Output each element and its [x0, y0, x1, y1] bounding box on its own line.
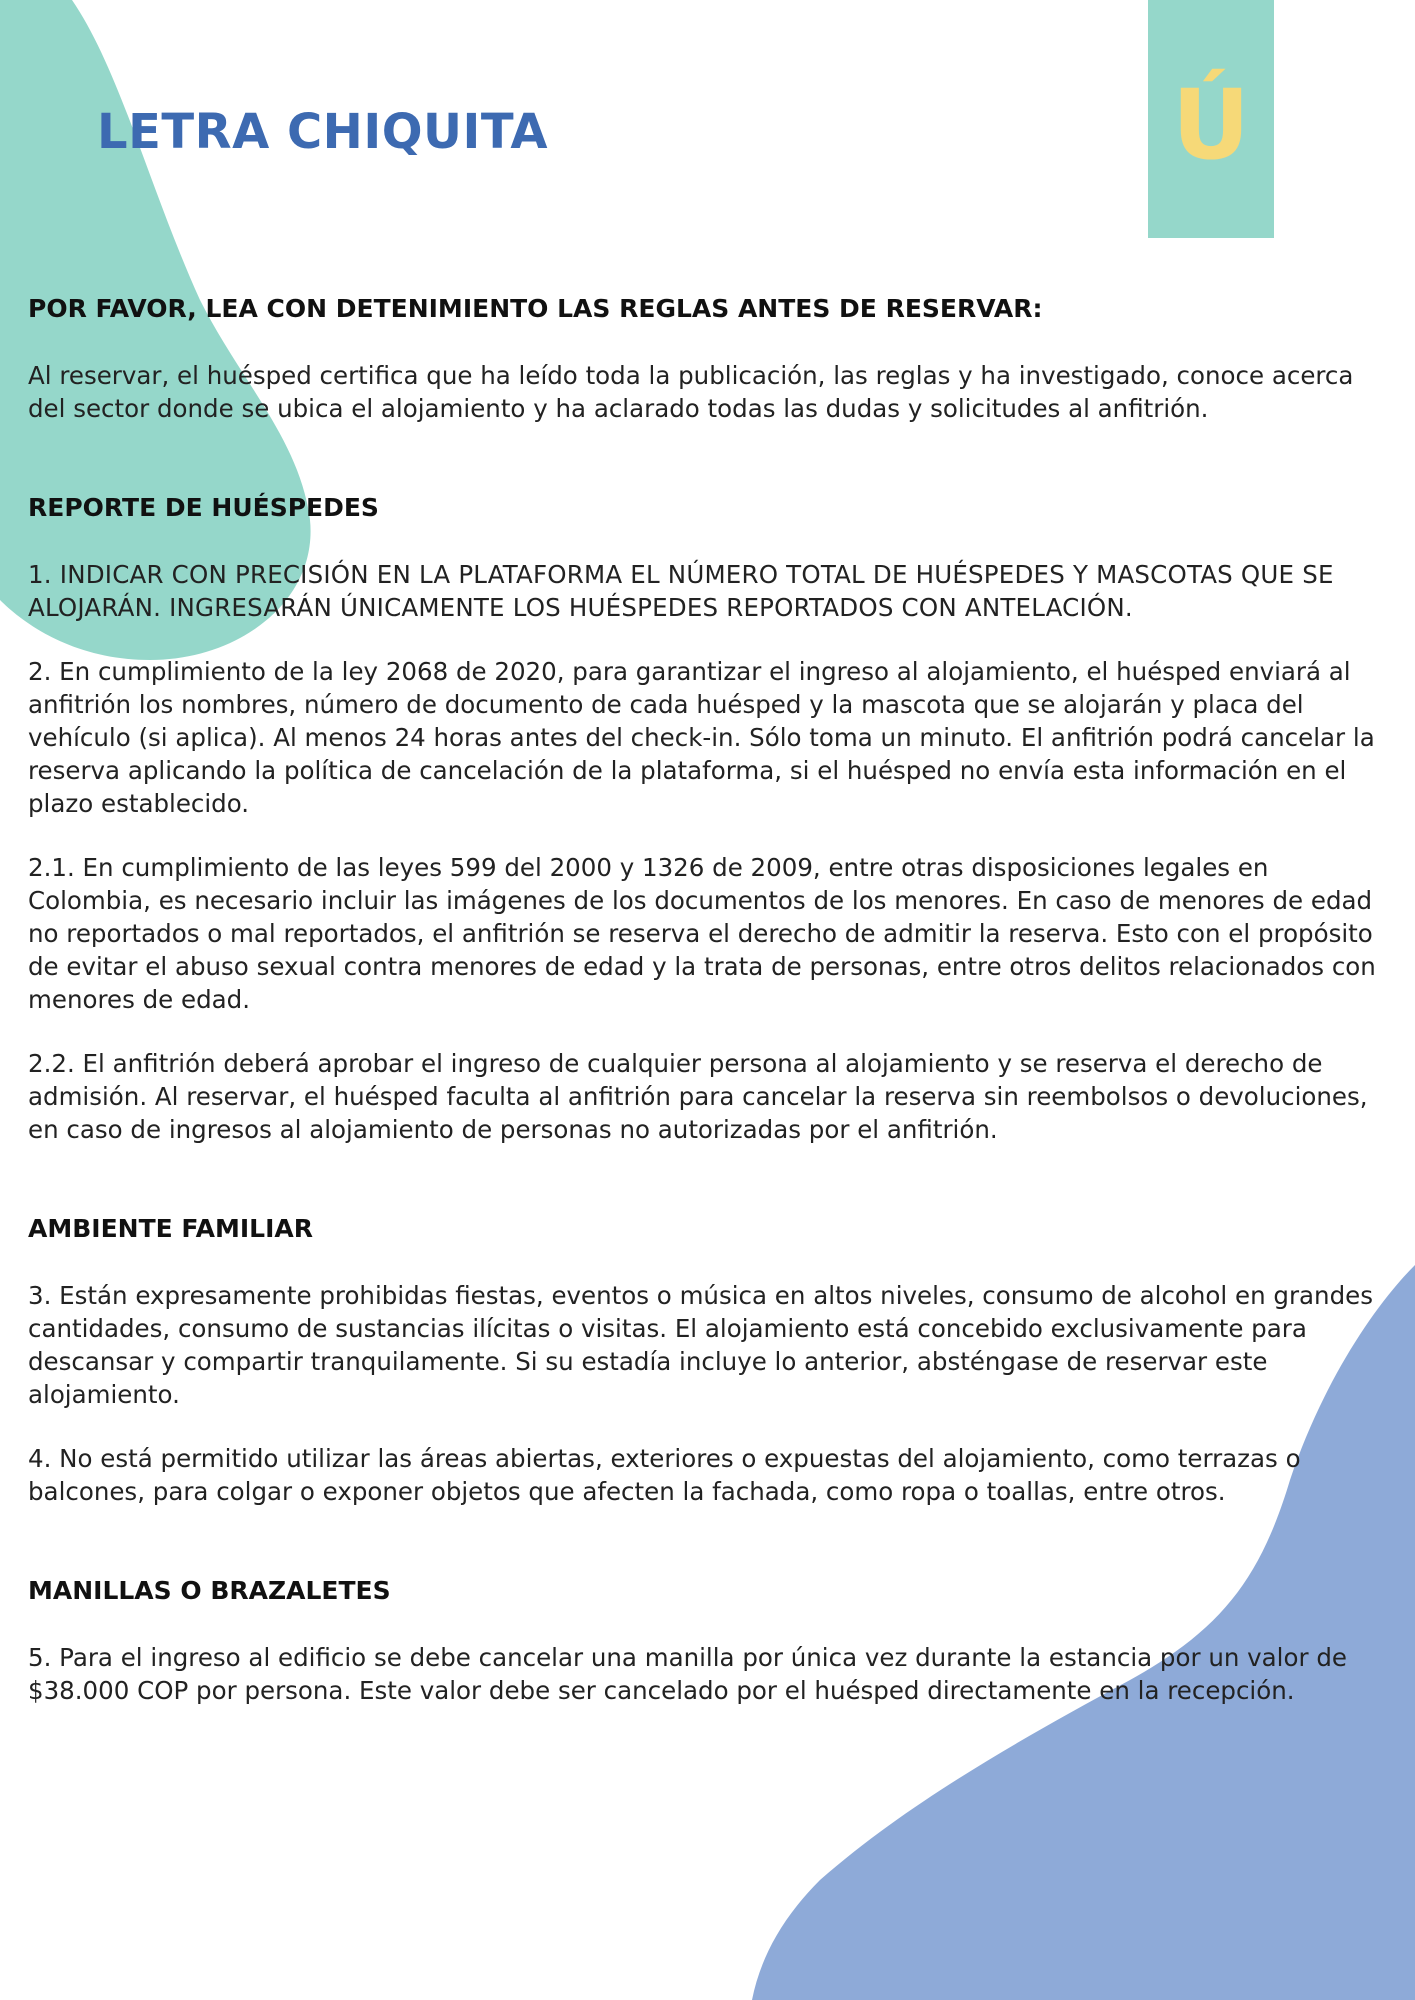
rules-content: [28, 292, 1383, 1707]
accent-tab: [1148, 0, 1274, 238]
intro-paragraph: Al reservar, el huésped certifica que ha leído toda la publicación, las reglas y ha investigado, conoce acerca del sector donde se ubica el alojamiento y ha aclarado todas las dudas y solicitudes al anfitrión.: [28, 361, 1354, 423]
accent-letter: Ú: [1172, 69, 1250, 181]
family-rule-3: 3. Están expresamente prohibidas fiestas, eventos o música en altos niveles, consumo de alcohol en grandes cantidades, consumo de sustancias ilícitas o visitas. El alojamiento está concebido exclusivamente para descansar y compartir tranquilamente. Si su estadía incluye lo anterior, absténgase de reservar este alojamiento.: [28, 1281, 1373, 1409]
guests-rule-1: 1. INDICAR CON PRECISIÓN EN LA PLATAFORMA EL NÚMERO TOTAL DE HUÉSPEDES Y MASCOTAS QUE SE ALOJARÁN. INGRESARÁN ÚNICAMENTE LOS HUÉSPEDES REPORTADOS CON ANTELACIÓN.: [28, 560, 1334, 622]
intro-heading: POR FAVOR, LEA CON DETENIMIENTO LAS REGLAS ANTES DE RESERVAR:: [28, 294, 1043, 323]
guests-rule-2-1: 2.1. En cumplimiento de las leyes 599 del 2000 y 1326 de 2009, entre otras disposiciones legales en Colombia, es necesario incluir las imágenes de los documentos de los menores. En caso de menores de edad no reportados o mal reportados, el anfitrión se reserva el derecho de admitir la reserva. Esto con el propósito de evitar el abuso sexual contra menores de edad y la trata de personas, entre otros delitos relacionados con menores de edad.: [28, 853, 1376, 1014]
guests-report-heading: REPORTE DE HUÉSPEDES: [28, 493, 379, 522]
guests-rule-2: 2. En cumplimiento de la ley 2068 de 2020, para garantizar el ingreso al alojamiento, el huésped enviará al anfitrión los nombres, número de documento de cada huésped y la mascota que se alojarán y placa del vehículo (si aplica). Al menos 24 horas antes del check-in. Sólo toma un minuto. El anfitrión podrá cancelar la reserva aplicando la política de cancelación de la plataforma, si el huésped no envía esta información en el plazo establecido.: [28, 657, 1375, 818]
family-heading: AMBIENTE FAMILIAR: [28, 1214, 313, 1243]
family-rule-4: 4. No está permitido utilizar las áreas abiertas, exteriores o expuestas del alojamiento, como terrazas o balcones, para colgar o exponer objetos que afecten la fachada, como ropa o toallas, entre otros.: [28, 1444, 1301, 1506]
page-title: LETRA CHIQUITA: [97, 104, 548, 160]
guests-rule-2-2: 2.2. El anfitrión deberá aprobar el ingreso de cualquier persona al alojamiento y se reserva el derecho de admisión. Al reservar, el huésped faculta al anfitrión para cancelar la reserva sin reembolsos o devoluciones, en caso de ingresos al alojamiento de personas no autorizadas por el anfitrión.: [28, 1049, 1368, 1144]
bracelets-heading: MANILLAS O BRAZALETES: [28, 1576, 391, 1605]
bracelets-rule-5: 5. Para el ingreso al edificio se debe cancelar una manilla por única vez durante la estancia por un valor de $38.000 COP por persona. Este valor debe ser cancelado por el huésped directamente en la recepción.: [28, 1643, 1347, 1705]
